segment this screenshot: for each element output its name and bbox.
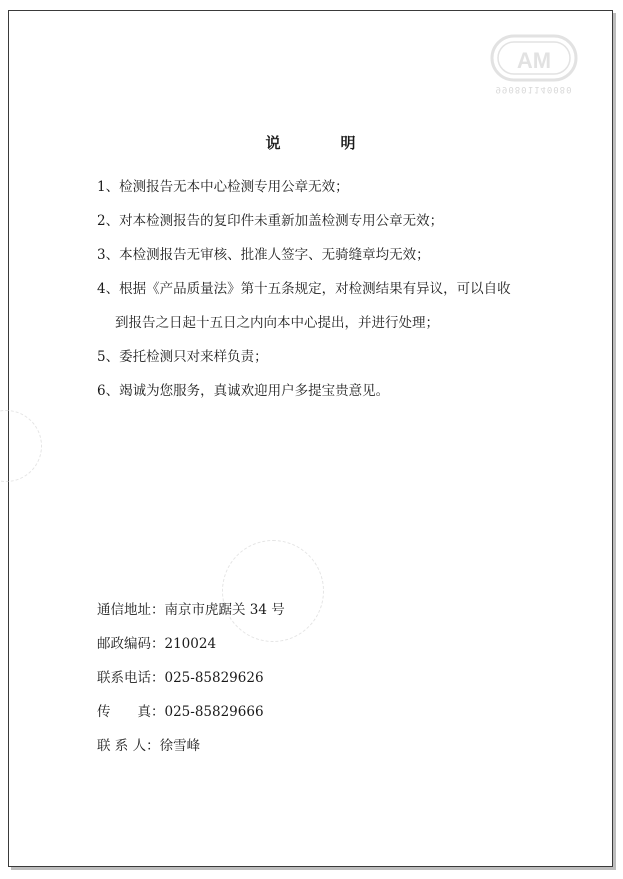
phone-label: 联系电话： [97,670,165,686]
postcode-label: 邮政编码： [97,636,165,652]
postcode-value: 210024 [164,636,217,652]
address-row [97,600,285,634]
address-value: 南京市虎踞关 34 号 [164,602,285,618]
note-item: 3、本检测报告无审核、批准人签字、无骑缝章均无效； [97,247,430,263]
notes-list [97,177,567,415]
contact-info [97,600,285,770]
fax-label: 传 真： [97,704,165,720]
accreditation-stamp [488,30,580,94]
fax-value: 025-85829666 [164,704,264,720]
fax-row [97,702,285,736]
title-char-2: 明 [340,134,358,152]
note-item: 6、竭诚为您服务，真诚欢迎用户多提宝贵意见。 [97,383,390,399]
note-item: 2、对本检测报告的复印件未重新加盖检测专用公章无效； [97,213,444,229]
contact-person-value: 徐雪峰 [159,738,201,754]
page-title [0,132,623,153]
note-item: 1、检测报告无本中心检测专用公章无效； [97,179,349,195]
phone-value: 025-85829626 [164,670,264,686]
note-item: 4、根据《产品质量法》第十五条规定，对检测结果有异议，可以自收 [97,281,511,297]
title-char-1: 说 [265,134,283,152]
am-logo-icon [488,30,580,86]
phone-row [97,668,285,702]
note-item: 5、委托检测只对来样负责； [97,349,268,365]
postcode-row [97,634,285,668]
note-item-continuation: 到报告之日起十五日之内向本中心提出，并进行处理； [115,315,439,331]
contact-person-row [97,736,285,770]
stamp-code: 990801140080 [495,84,573,94]
contact-person-label: 联 系 人： [97,738,160,754]
stamp-logo-text: AM [516,48,552,73]
address-label: 通信地址： [97,602,165,618]
